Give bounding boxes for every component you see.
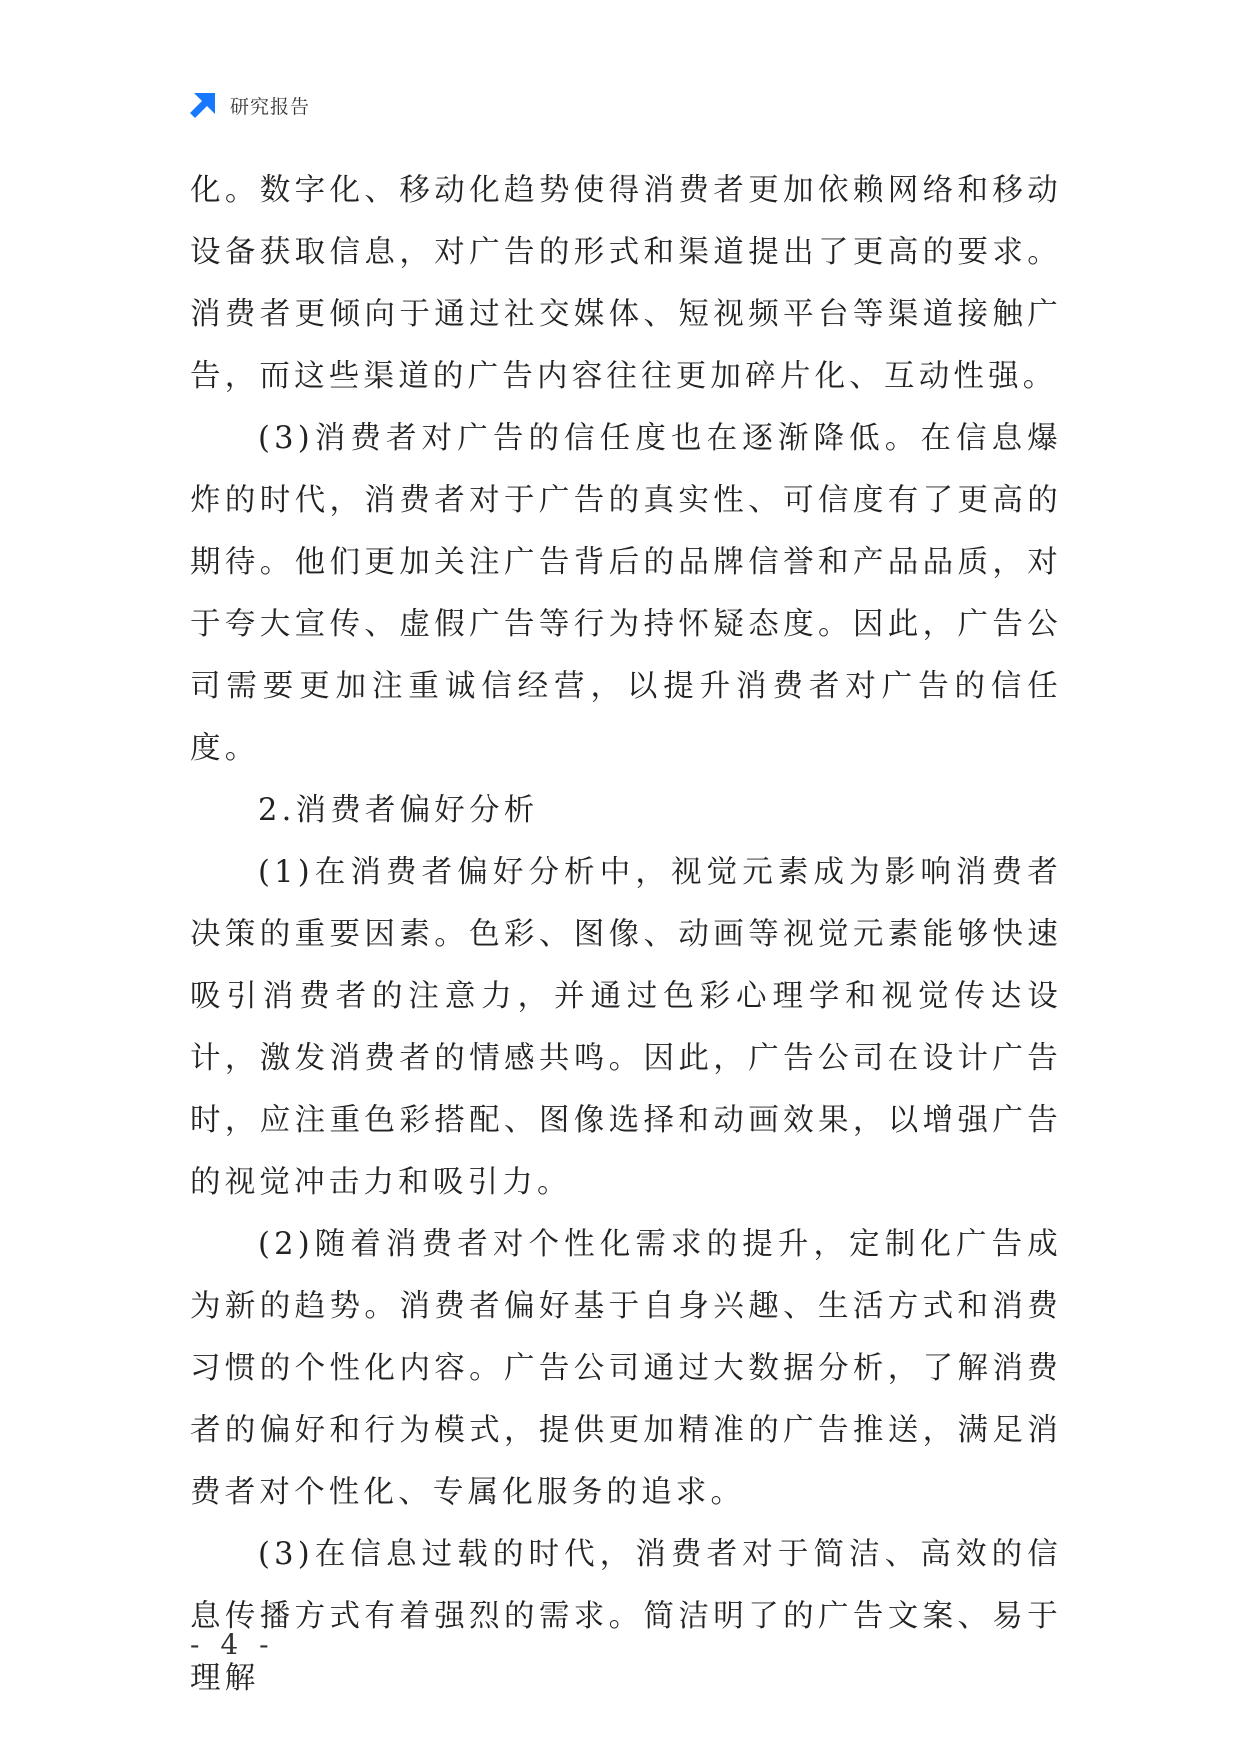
paragraph-4: (2)随着消费者对个性化需求的提升，定制化广告成为新的趋势。消费者偏好基于自身兴趣、生活方式和消费习惯的个性化内容。广告公司通过大数据分析，了解消费者的偏好和行为模式，提供更加精准的广告推送，满足消费者对个性化、专属化服务的追求。 [190,1227,1062,1510]
report-header [188,88,310,122]
section-heading: 2.消费者偏好分析 [258,793,539,828]
page-number: - 4 - [190,1628,275,1661]
paragraph-2: (3)消费者对广告的信任度也在逐渐降低。在信息爆炸的时代，消费者对于广告的真实性、可信度有了更高的期待。他们更加关注广告背后的品牌信誉和产品品质，对于夸大宣传、虚假广告等行为持怀疑态度。因此，广告公司需要更加注重诚信经营，以提升消费者对广告的信任度。 [190,421,1062,766]
document-body [190,160,1062,1710]
logo-arrow-shaft [190,98,210,118]
paragraph-1: 化。数字化、移动化趋势使得消费者更加依赖网络和移动设备获取信息，对广告的形式和渠道提出了更高的要求。消费者更倾向于通过社交媒体、短视频平台等渠道接触广告，而这些渠道的广告内容往往更加碎片化、互动性强。 [190,173,1062,394]
arrow-up-right-icon [188,90,218,120]
paragraph-5: (3)在信息过载的时代，消费者对于简洁、高效的信息传播方式有着强烈的需求。简洁明了的广告文案、易于理解 [190,1537,1062,1696]
paragraph-3: (1)在消费者偏好分析中，视觉元素成为影响消费者决策的重要因素。色彩、图像、动画等视觉元素能够快速吸引消费者的注意力，并通过色彩心理学和视觉传达设计，激发消费者的情感共鸣。因此，广告公司在设计广告时，应注重色彩搭配、图像选择和动画效果，以增强广告的视觉冲击力和吸引力。 [190,855,1062,1200]
header-title: 研究报告 [230,95,311,118]
